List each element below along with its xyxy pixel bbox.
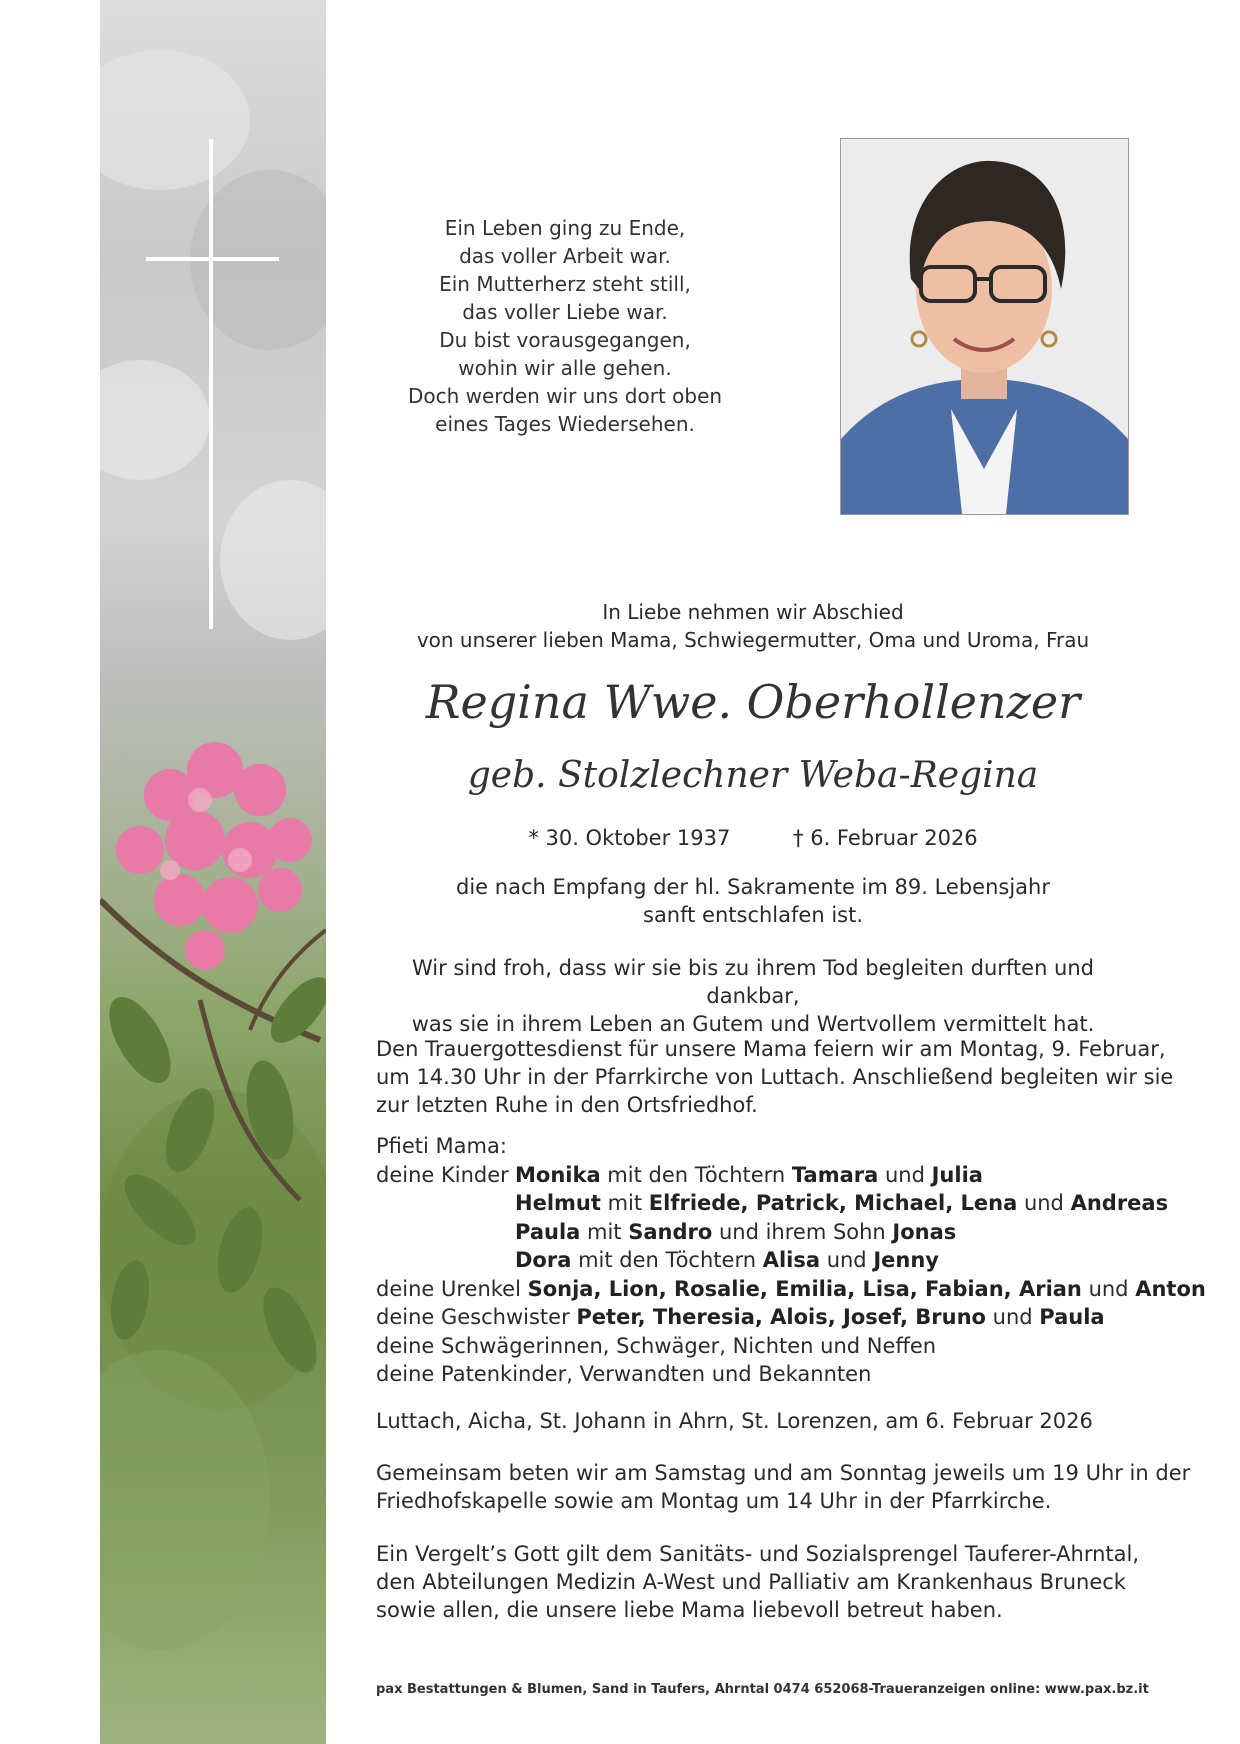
relation-text: und: [820, 1248, 874, 1272]
children-row: [376, 1161, 1136, 1190]
poem: [390, 214, 740, 438]
family-list: [376, 1132, 1206, 1389]
gratitude-text: [376, 1540, 1140, 1624]
life-dates: [376, 826, 1130, 850]
great-grandchildren-label: deine Urenkel: [376, 1276, 528, 1301]
siblings-names: Peter, Theresia, Alois, Josef, Bruno: [576, 1305, 986, 1329]
place-and-date: Luttach, Aicha, St. Johann in Ahrn, St. Lorenzen, am 6. Februar 2026: [376, 1409, 1093, 1433]
sibling-name: Paula: [1039, 1305, 1105, 1329]
relation-text: mit: [580, 1219, 629, 1244]
inlaws-row: deine Schwägerinnen, Schwäger, Nichten und Neffen: [376, 1333, 937, 1358]
decorative-photo-strip: [100, 0, 326, 1744]
sacraments-text: [376, 873, 1130, 929]
birth-date: * 30. Oktober 1937: [528, 826, 731, 850]
poem-line: das voller Liebe war.: [462, 300, 668, 324]
siblings-label: deine Geschwister: [376, 1305, 577, 1329]
poem-line: Ein Leben ging zu Ende,: [444, 216, 686, 240]
funeral-service-text: [376, 1035, 1174, 1119]
relative-name: Alisa: [762, 1248, 821, 1272]
relative-name: Jonas: [892, 1219, 957, 1244]
prayer-line: Friedhofskapelle sowie am Montag um 14 Uhr in der Pfarrkirche.: [376, 1489, 1052, 1513]
portrait-image: [841, 139, 1128, 514]
children-row: [376, 1218, 1136, 1247]
relation-text: und: [985, 1305, 1040, 1329]
relation-text: und: [1017, 1191, 1071, 1215]
relative-name: Andreas: [1070, 1191, 1169, 1215]
poem-line: eines Tages Wiedersehen.: [435, 412, 695, 436]
prayer-line: Gemeinsam beten wir am Samstag und am Sonntag jeweils um 19 Uhr in der: [376, 1461, 1191, 1485]
funeral-line: Den Trauergottesdienst für unsere Mama feiern wir am Montag, 9. Februar,: [376, 1037, 1166, 1061]
prayer-text: [376, 1459, 1191, 1515]
poem-line: wohin wir alle gehen.: [458, 356, 672, 380]
intro-line: In Liebe nehmen wir Abschied: [602, 600, 904, 624]
cross-vertical: [209, 139, 213, 629]
death-date: † 6. Februar 2026: [793, 826, 978, 850]
relation-text: mit den Töchtern: [600, 1162, 792, 1187]
funeral-line: zur letzten Ruhe in den Ortsfriedhof.: [376, 1093, 758, 1117]
poem-line: Du bist vorausgegangen,: [439, 328, 691, 352]
poem-line: Doch werden wir uns dort oben: [407, 384, 723, 408]
portrait-photo: [840, 138, 1129, 515]
child-name: Paula: [515, 1219, 581, 1244]
relative-name: Julia: [931, 1162, 983, 1187]
gratitude-line: sowie allen, die unsere liebe Mama liebevoll betreut haben.: [376, 1598, 1003, 1622]
children-label: deine Kinder: [376, 1162, 509, 1187]
child-name: Monika: [515, 1162, 601, 1187]
deceased-name: Regina Wwe. Oberhollenzer: [425, 675, 1081, 729]
relative-name: Tamara: [791, 1162, 879, 1187]
gratitude-line: den Abteilungen Medizin A-West und Palliativ am Krankenhaus Bruneck: [376, 1570, 1126, 1594]
sacraments-line: die nach Empfang der hl. Sakramente im 89. Lebensjahr: [456, 875, 1050, 899]
relative-name: Elfriede, Patrick, Michael, Lena: [648, 1191, 1018, 1215]
relative-name: Sandro: [628, 1219, 713, 1244]
alpine-rose-image: [100, 0, 326, 1744]
intro-line: von unserer lieben Mama, Schwiegermutter, Oma und Uroma, Frau: [416, 628, 1090, 652]
relation-text: mit den Töchtern: [571, 1248, 763, 1272]
thanks-line: Wir sind froh, dass wir sie bis zu ihrem Tod begleiten durften und dankbar,: [411, 956, 1095, 1008]
relation-text: mit: [600, 1191, 649, 1215]
funeral-line: um 14.30 Uhr in der Pfarrkirche von Luttach. Anschließend begleiten wir sie: [376, 1065, 1174, 1089]
child-name: Dora: [515, 1248, 572, 1272]
great-grandchildren-names: Sonja, Lion, Rosalie, Emilia, Lisa, Fabian, Arian: [527, 1276, 1082, 1301]
children-row: [376, 1189, 1169, 1218]
relation-text: und: [1081, 1276, 1136, 1301]
poem-line: Ein Mutterherz steht still,: [439, 272, 691, 296]
relation-text: und: [878, 1162, 932, 1187]
cross-horizontal: [146, 257, 279, 261]
thanks-line: was sie in ihrem Leben an Gutem und Wertvollem vermittelt hat.: [411, 1012, 1095, 1036]
poem-line: das voller Arbeit war.: [459, 244, 671, 268]
siblings-row: [376, 1303, 1136, 1332]
greeting: Pfieti Mama:: [376, 1134, 507, 1158]
great-grandchildren-row: [376, 1275, 1206, 1304]
great-grandchild-name: Anton: [1135, 1276, 1206, 1301]
funeral-home-footer: pax Bestattungen & Blumen, Sand in Taufers, Ahrntal 0474 652068-Traueranzeigen online: www.pax.bz.it: [376, 1682, 1149, 1697]
farewell-intro: [376, 598, 1130, 654]
thanks-text: [376, 954, 1130, 1038]
relatives-row: deine Patenkinder, Verwandten und Bekannten: [376, 1362, 872, 1386]
relative-name: Jenny: [873, 1248, 939, 1272]
gratitude-line: Ein Vergelt’s Gott gilt dem Sanitäts- und Sozialsprengel Tauferer-Ahrntal,: [376, 1542, 1140, 1566]
relation-text: und ihrem Sohn: [712, 1219, 893, 1244]
child-name: Helmut: [515, 1191, 601, 1215]
deceased-maiden-name: geb. Stolzlechner Weba-Regina: [467, 755, 1039, 796]
sacraments-line: sanft entschlafen ist.: [643, 903, 863, 927]
children-row: [376, 1246, 1136, 1275]
